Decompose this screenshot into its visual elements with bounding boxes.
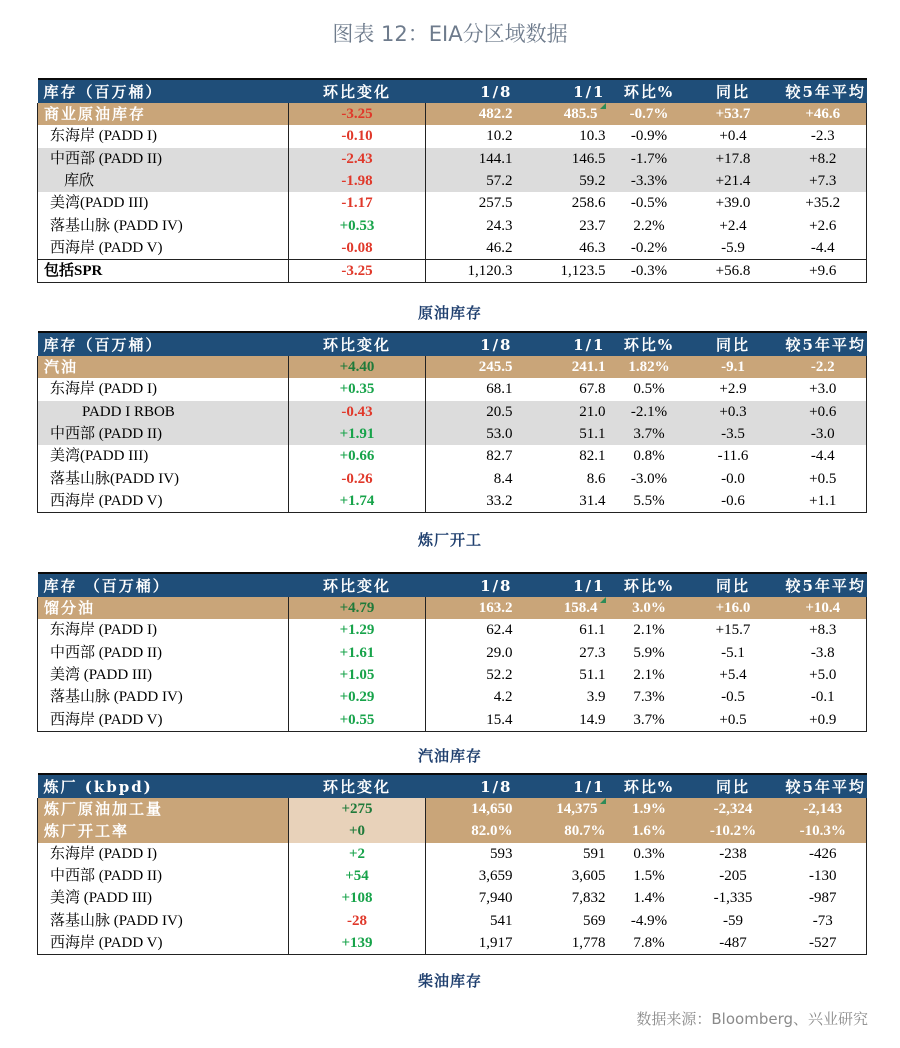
column-header: 较5年平均 [780,79,867,103]
column-header: 环比% [612,774,687,798]
cell-yoy: -9.1 [687,356,780,378]
row-label: PADD I RBOB [38,401,289,423]
cell-v1: 14,650 [426,798,519,820]
cell-v1: 82.0% [426,820,519,842]
cell-yoy: -5.9 [721,239,745,256]
cell-chg: +0.29 [289,686,426,708]
cell-v1: 163.2 [426,597,519,619]
data-table [37,331,867,513]
cell-avg5: -987 [780,887,867,909]
row-label: 中西部 (PADD II) [38,423,289,445]
cell-avg5: -0.1 [780,686,867,708]
column-header: 1/8 [426,332,519,356]
cell-v2: 258.6 [571,195,606,212]
cell-yoy: +2.9 [719,381,747,398]
row-label: 库欣 [38,170,289,192]
cell-avg5: -3.8 [780,642,867,664]
row-label: 西海岸 (PADD V) [38,708,289,731]
row-label: 西海岸 (PADD V) [38,932,289,955]
column-header: 环比% [612,79,687,103]
cell-v1: 15.4 [426,708,519,731]
table-row [38,148,867,170]
table-row [38,192,867,214]
column-header: 环比变化 [289,774,426,798]
row-label: 商业原油库存 [38,103,289,125]
cell-avg5: -130 [780,865,867,887]
cell-chg: -0.08 [289,237,426,260]
table-row [38,909,867,931]
cell-v2: 14,375 [519,798,612,820]
cell-avg5: -2,143 [780,798,867,820]
table-row [38,887,867,909]
cell-avg5: +0.9 [780,708,867,731]
cell-yoy: +15.7 [715,622,751,639]
cell-avg5: +3.0 [780,378,867,400]
cell-chg: +0.55 [289,708,426,731]
cell-v2: 27.3 [579,644,606,661]
column-header: 1/8 [426,573,519,597]
column-header: 库存（百万桶） [38,332,289,356]
row-label: 包括SPR [38,260,289,283]
cell-chg: +0.66 [289,445,426,467]
cell-yoy: -205 [719,868,747,885]
cell-pct: 7.3% [633,689,665,706]
cell-avg5: -10.3% [780,820,867,842]
table-row [38,865,867,887]
cell-v1: 1,120.3 [426,260,519,283]
cell-v1: 10.2 [486,128,513,145]
row-label: 馏分油 [38,597,289,619]
cell-v2: 591 [583,845,606,862]
cell-chg: -1.17 [289,192,426,214]
cell-avg5: +5.0 [780,664,867,686]
cell-pct: 3.7% [612,708,687,731]
cell-chg: +1.61 [289,642,426,664]
cell-v1: 68.1 [486,381,513,398]
column-header: 同比 [687,774,780,798]
table-caption: 汽油库存 [417,747,482,765]
cell-yoy: +16.0 [687,597,780,619]
cell-avg5: +10.4 [780,597,867,619]
table-row [38,490,867,513]
row-label: 落基山脉 (PADD IV) [38,686,289,708]
table-row [38,378,867,400]
cell-yoy: +39.0 [715,195,751,212]
row-label: 美湾 (PADD III) [38,664,289,686]
cell-chg: -3.25 [289,260,426,283]
cell-pct: -0.3% [612,260,687,283]
row-label: 东海岸 (PADD I) [38,619,289,641]
table-row [38,445,867,467]
row-label: 炼厂开工率 [38,820,289,842]
cell-v2: 8.6 [586,470,606,487]
row-label: 美湾 (PADD III) [38,887,289,909]
cell-pct: 2.1% [633,622,665,639]
cell-yoy: +53.7 [687,103,780,125]
cell-v1: 62.4 [486,622,513,639]
column-header: 同比 [687,573,780,597]
cell-pct: -3.0% [630,470,668,487]
cell-v1: 245.5 [426,356,519,378]
table-row [38,214,867,236]
cell-v2: 1,123.5 [519,260,612,283]
row-label: 落基山脉(PADD IV) [38,467,289,489]
table-row [38,237,867,260]
column-header: 库存 （百万桶） [38,573,289,597]
cell-yoy: -5.1 [721,644,745,661]
cell-avg5: +8.3 [780,619,867,641]
row-label: 东海岸 (PADD I) [38,843,289,865]
cell-avg5: -3.0 [780,423,867,445]
cell-pct: -0.7% [612,103,687,125]
cell-pct: 5.9% [633,644,665,661]
table-row [38,170,867,192]
cell-pct: -1.7% [612,148,687,170]
cell-chg: +0.35 [289,378,426,400]
cell-yoy: -2,324 [687,798,780,820]
column-header: 较5年平均 [780,774,867,798]
cell-chg: +139 [289,932,426,955]
cell-yoy: +21.4 [687,170,780,192]
row-label: 中西部 (PADD II) [38,642,289,664]
row-label: 中西部 (PADD II) [38,865,289,887]
cell-v2: 3,605 [571,868,606,885]
cell-v1: 52.2 [486,667,513,684]
corner-marker-icon [600,103,606,109]
cell-v1: 8.4 [493,470,513,487]
cell-chg: -0.43 [289,401,426,423]
column-header: 库存（百万桶） [38,79,289,103]
row-label: 落基山脉 (PADD IV) [38,909,289,931]
cell-yoy: +5.4 [719,667,747,684]
column-header: 环比变化 [289,573,426,597]
cell-pct: 1.6% [612,820,687,842]
cell-chg: +108 [289,887,426,909]
cell-avg5: -4.4 [780,237,867,260]
cell-v2: 67.8 [579,381,606,398]
cell-pct: -0.9% [630,128,668,145]
cell-yoy: -1,335 [713,890,753,907]
row-label: 美湾(PADD III) [38,192,289,214]
cell-chg: -28 [289,909,426,931]
cell-avg5: +35.2 [780,192,867,214]
cell-yoy: +0.4 [719,128,747,145]
table-header-row [38,774,867,798]
cell-v2: 21.0 [519,401,612,423]
page-title: 图表 12：EIA分区域数据 [332,22,568,46]
cell-v2: 485.5 [519,103,612,125]
cell-pct: 2.1% [633,667,665,684]
cell-avg5: +8.2 [780,148,867,170]
data-table [37,78,867,283]
cell-v2: 31.4 [519,490,612,513]
table-row [38,597,867,619]
cell-yoy: +17.8 [687,148,780,170]
cell-v2: 51.1 [579,667,606,684]
cell-v2: 10.3 [579,128,606,145]
table-row [38,843,867,865]
cell-pct: 0.8% [633,448,665,465]
cell-chg: +54 [289,865,426,887]
cell-v2: 46.3 [579,239,606,256]
column-header: 炼厂 (kbpd) [38,774,289,798]
cell-yoy: -59 [723,912,743,929]
table-header-row [38,79,867,103]
table-row [38,708,867,731]
table-row [38,664,867,686]
cell-v2: 61.1 [579,622,606,639]
cell-v1: 3,659 [478,868,513,885]
row-label: 东海岸 (PADD I) [38,378,289,400]
cell-chg: +0 [289,820,426,842]
row-label: 落基山脉 (PADD IV) [38,214,289,236]
cell-v1: 482.2 [426,103,519,125]
cell-yoy: -487 [687,932,780,955]
cell-v1: 541 [490,912,513,929]
cell-pct: 0.5% [633,381,665,398]
row-label: 汽油 [38,356,289,378]
source-note: 数据来源：Bloomberg、兴业研究 [636,1010,868,1028]
table-row [38,820,867,842]
cell-v2: 146.5 [519,148,612,170]
column-header: 1/8 [426,774,519,798]
cell-v2: 158.4 [519,597,612,619]
column-header: 较5年平均 [780,573,867,597]
table-row [38,798,867,820]
cell-pct: -3.3% [612,170,687,192]
data-table [37,773,867,955]
cell-yoy: +0.3 [687,401,780,423]
row-label: 美湾(PADD III) [38,445,289,467]
cell-chg: -0.26 [289,467,426,489]
table-header-row [38,332,867,356]
cell-v1: 53.0 [426,423,519,445]
column-header: 1/1 [519,573,612,597]
cell-chg: +2 [289,843,426,865]
cell-v1: 1,917 [426,932,519,955]
cell-pct: 0.3% [633,845,665,862]
cell-pct: 5.5% [612,490,687,513]
cell-avg5: +7.3 [780,170,867,192]
cell-yoy: -0.5 [721,689,745,706]
table-row [38,260,867,283]
cell-avg5: -73 [780,909,867,931]
cell-pct: -4.9% [630,912,668,929]
cell-chg: -3.25 [289,103,426,125]
table-row [38,932,867,955]
cell-chg: +1.29 [289,619,426,641]
cell-pct: 2.2% [633,217,665,234]
cell-v1: 593 [490,845,513,862]
table-row [38,356,867,378]
cell-chg: +1.74 [289,490,426,513]
table-header-row [38,573,867,597]
column-header: 环比% [612,573,687,597]
cell-pct: -2.1% [612,401,687,423]
column-header: 较5年平均 [780,332,867,356]
cell-v2: 241.1 [519,356,612,378]
cell-chg: +1.91 [289,423,426,445]
column-header: 同比 [687,79,780,103]
cell-v1: 29.0 [486,644,513,661]
cell-v2: 80.7% [519,820,612,842]
cell-yoy: +0.5 [687,708,780,731]
cell-v1: 144.1 [426,148,519,170]
table-row [38,103,867,125]
cell-avg5: +2.6 [780,214,867,236]
table-row [38,467,867,489]
cell-v2: 51.1 [519,423,612,445]
cell-pct: 3.7% [612,423,687,445]
cell-yoy: -0.0 [721,470,745,487]
cell-chg: +1.05 [289,664,426,686]
cell-yoy: +56.8 [687,260,780,283]
table-row [38,686,867,708]
column-header: 1/1 [519,332,612,356]
column-header: 同比 [687,332,780,356]
cell-chg: +275 [289,798,426,820]
table-row [38,401,867,423]
cell-v2: 7,832 [571,890,606,907]
row-label: 西海岸 (PADD V) [38,237,289,260]
table-caption: 原油库存 [417,304,482,322]
cell-yoy: -0.6 [687,490,780,513]
cell-pct: 3.0% [612,597,687,619]
cell-yoy: +2.4 [719,217,747,234]
cell-avg5: -2.2 [780,356,867,378]
cell-chg: +0.53 [289,214,426,236]
cell-v1: 4.2 [493,689,513,706]
cell-avg5: -4.4 [780,445,867,467]
cell-pct: 1.5% [633,868,665,885]
cell-chg: +4.79 [289,597,426,619]
corner-marker-icon [600,597,606,603]
cell-v1: 57.2 [426,170,519,192]
cell-v1: 20.5 [426,401,519,423]
cell-chg: -1.98 [289,170,426,192]
table-row [38,619,867,641]
cell-v2: 59.2 [519,170,612,192]
column-header: 环比% [612,332,687,356]
table-caption: 柴油库存 [417,972,482,990]
table-row [38,125,867,147]
column-header: 1/8 [426,79,519,103]
cell-pct: 7.8% [612,932,687,955]
data-table [37,572,867,732]
cell-v1: 33.2 [426,490,519,513]
corner-marker-icon [600,798,606,804]
column-header: 环比变化 [289,79,426,103]
cell-pct: 1.82% [612,356,687,378]
cell-avg5: +9.6 [780,260,867,283]
cell-avg5: +0.5 [780,467,867,489]
table-row [38,423,867,445]
cell-v1: 7,940 [478,890,513,907]
cell-avg5: -426 [780,843,867,865]
cell-avg5: -527 [780,932,867,955]
table-row [38,642,867,664]
cell-v1: 24.3 [486,217,513,234]
cell-pct: -0.5% [630,195,668,212]
cell-v2: 3.9 [586,689,606,706]
row-label: 东海岸 (PADD I) [38,125,289,147]
cell-pct: -0.2% [630,239,668,256]
row-label: 中西部 (PADD II) [38,148,289,170]
cell-v2: 1,778 [519,932,612,955]
cell-pct: 1.4% [633,890,665,907]
cell-yoy: -238 [719,845,747,862]
cell-yoy: -11.6 [717,448,749,465]
row-label: 炼厂原油加工量 [38,798,289,820]
cell-pct: 1.9% [612,798,687,820]
cell-v2: 569 [583,912,606,929]
cell-chg: -2.43 [289,148,426,170]
column-header: 环比变化 [289,332,426,356]
cell-v2: 82.1 [579,448,606,465]
cell-avg5: +1.1 [780,490,867,513]
column-header: 1/1 [519,774,612,798]
column-header: 1/1 [519,79,612,103]
cell-avg5: +46.6 [780,103,867,125]
cell-v2: 14.9 [519,708,612,731]
cell-yoy: -3.5 [687,423,780,445]
cell-chg: +4.40 [289,356,426,378]
cell-yoy: -10.2% [687,820,780,842]
cell-chg: -0.10 [289,125,426,147]
cell-v1: 46.2 [486,239,513,256]
cell-avg5: +0.6 [780,401,867,423]
cell-v1: 82.7 [486,448,513,465]
cell-v2: 23.7 [579,217,606,234]
cell-avg5: -2.3 [780,125,867,147]
cell-v1: 257.5 [478,195,513,212]
row-label: 西海岸 (PADD V) [38,490,289,513]
table-caption: 炼厂开工 [417,531,482,549]
